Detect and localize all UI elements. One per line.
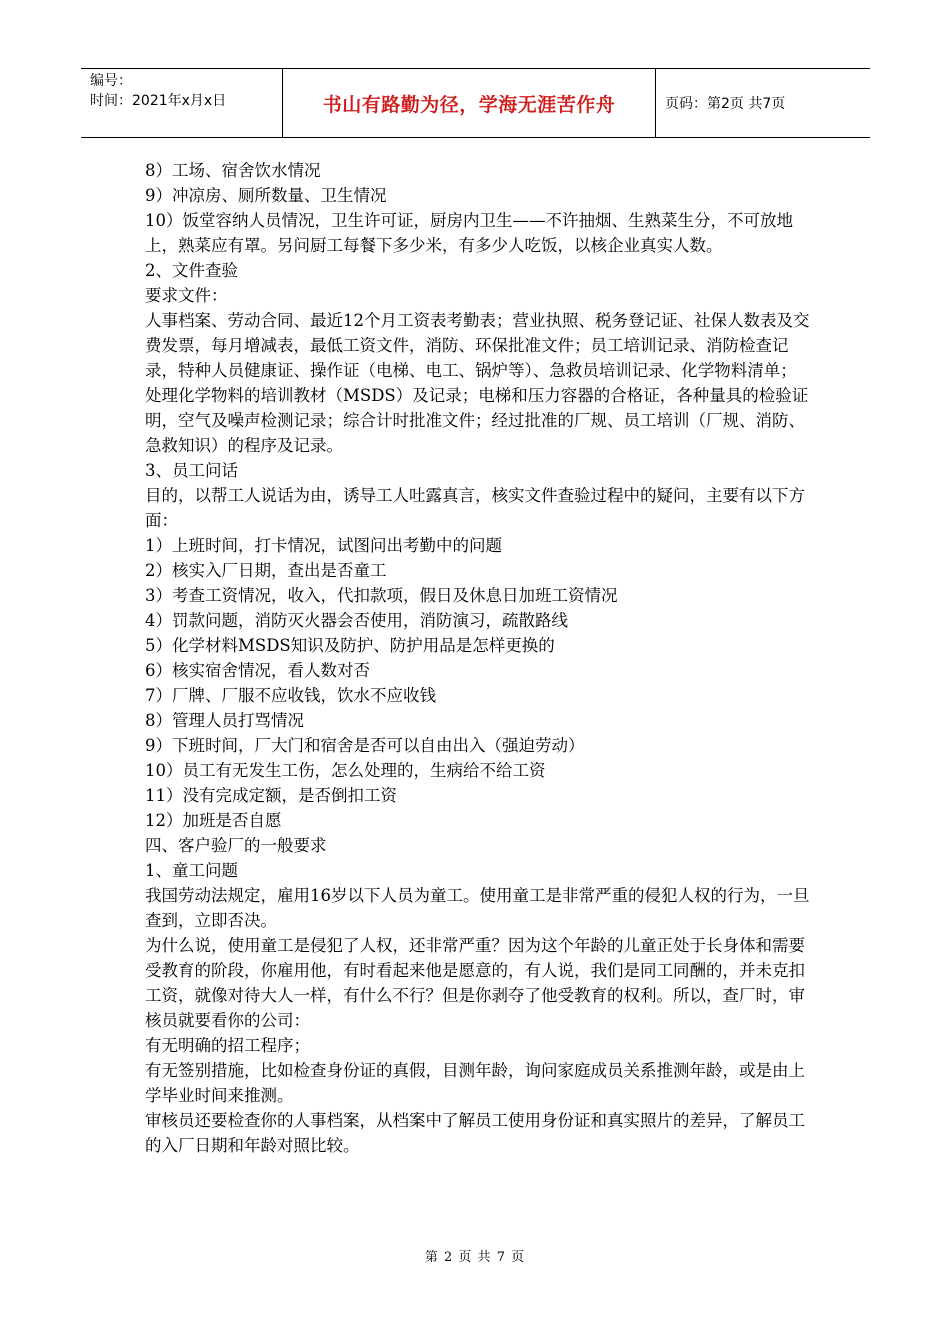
paragraph: 要求文件： bbox=[145, 286, 228, 305]
list-item: 4）罚款问题，消防灭火器会否使用，消防演习，疏散路线 bbox=[145, 611, 568, 630]
paragraph: 9）冲凉房、厕所数量、卫生情况 bbox=[145, 186, 387, 205]
paragraph: 目的，以帮工人说话为由，诱导工人吐露真言，核实文件查验过程中的疑问，主要有以下方面： bbox=[145, 486, 805, 530]
paragraph: 我国劳动法规定，雇用16岁以下人员为童工。使用童工是非常严重的侵犯人权的行为，一旦查到，立即否决。 bbox=[145, 886, 810, 930]
document-number-label: 编号： bbox=[90, 73, 132, 89]
paragraph: 8）工场、宿舍饮水情况 bbox=[145, 161, 321, 180]
section-heading: 2、文件查验 bbox=[145, 261, 238, 280]
list-item: 1）上班时间，打卡情况，试图问出考勤中的问题 bbox=[145, 536, 502, 555]
header-motto: 书山有路勤为径，学海无涯苦作舟 bbox=[283, 69, 656, 137]
list-item: 6）核实宿舍情况，看人数对否 bbox=[145, 661, 370, 680]
paragraph: 审核员还要检查你的人事档案，从档案中了解员工使用身份证和真实照片的差异，了解员工的入厂日期和年龄对照比较。 bbox=[145, 1111, 805, 1155]
list-item: 10）员工有无发生工伤，怎么处理的，生病给不给工资 bbox=[145, 761, 546, 780]
document-body bbox=[145, 158, 810, 1158]
document-time-label: 时间：2021年x月x日 bbox=[90, 93, 227, 109]
paragraph: 为什么说，使用童工是侵犯了人权，还非常严重？因为这个年龄的儿童正处于长身体和需要受教育的阶段，你雇用他，有时看起来他是愿意的，有人说，我们是同工同酬的，并未克扣工资，就像对待大人一样，有什么不行？但是你剥夺了他受教育的权利。所以，查厂时，审核员就要看你的公司： bbox=[145, 936, 805, 1030]
header-page-label: 页码：第2页 共7页 bbox=[665, 96, 786, 112]
paragraph: 人事档案、劳动合同、最近12个月工资表考勤表；营业执照、税务登记证、社保人数表及交费发票，每月增减表，最低工资文件，消防、环保批准文件；员工培训记录、消防检查记录，特种人员健康证、操作证（电梯、电工、锅炉等）、急救员培训记录、化学物料清单；处理化学物料的培训教材（MSDS）及记录；电梯和压力容器的合格证，各种量具的检验证明，空气及噪声检测记录；综合计时批准文件；经过批准的厂规、员工培训（厂规、消防、急救知识）的程序及记录。 bbox=[145, 311, 810, 455]
list-item: 7）厂牌、厂服不应收钱，饮水不应收钱 bbox=[145, 686, 436, 705]
section-heading: 3、员工问话 bbox=[145, 461, 238, 480]
header-info-cell bbox=[81, 69, 283, 137]
paragraph: 有无明确的招工程序； bbox=[145, 1036, 310, 1055]
section-heading: 1、童工问题 bbox=[145, 861, 238, 880]
section-heading: 四、客户验厂的一般要求 bbox=[145, 836, 327, 855]
list-item: 9）下班时间，厂大门和宿舍是否可以自由出入（强迫劳动） bbox=[145, 736, 585, 755]
list-item: 8）管理人员打骂情况 bbox=[145, 711, 304, 730]
list-item: 2）核实入厂日期，查出是否童工 bbox=[145, 561, 387, 580]
page-footer: 第 2 页 共 7 页 bbox=[424, 1250, 526, 1265]
list-item: 12）加班是否自愿 bbox=[145, 811, 282, 830]
paragraph: 10）饭堂容纳人员情况，卫生许可证，厨房内卫生——不许抽烟、生熟菜生分，不可放地上，熟菜应有罩。另问厨工每餐下多少米，有多少人吃饭，以核企业真实人数。 bbox=[145, 211, 793, 255]
page-header bbox=[81, 68, 870, 138]
paragraph: 有无签别措施，比如检查身份证的真假，目测年龄，询问家庭成员关系推测年龄，或是由上学毕业时间来推测。 bbox=[145, 1061, 805, 1105]
list-item: 3）考查工资情况，收入，代扣款项，假日及休息日加班工资情况 bbox=[145, 586, 618, 605]
list-item: 5）化学材料MSDS知识及防护、防护用品是怎样更换的 bbox=[145, 636, 555, 655]
list-item: 11）没有完成定额，是否倒扣工资 bbox=[145, 786, 397, 805]
